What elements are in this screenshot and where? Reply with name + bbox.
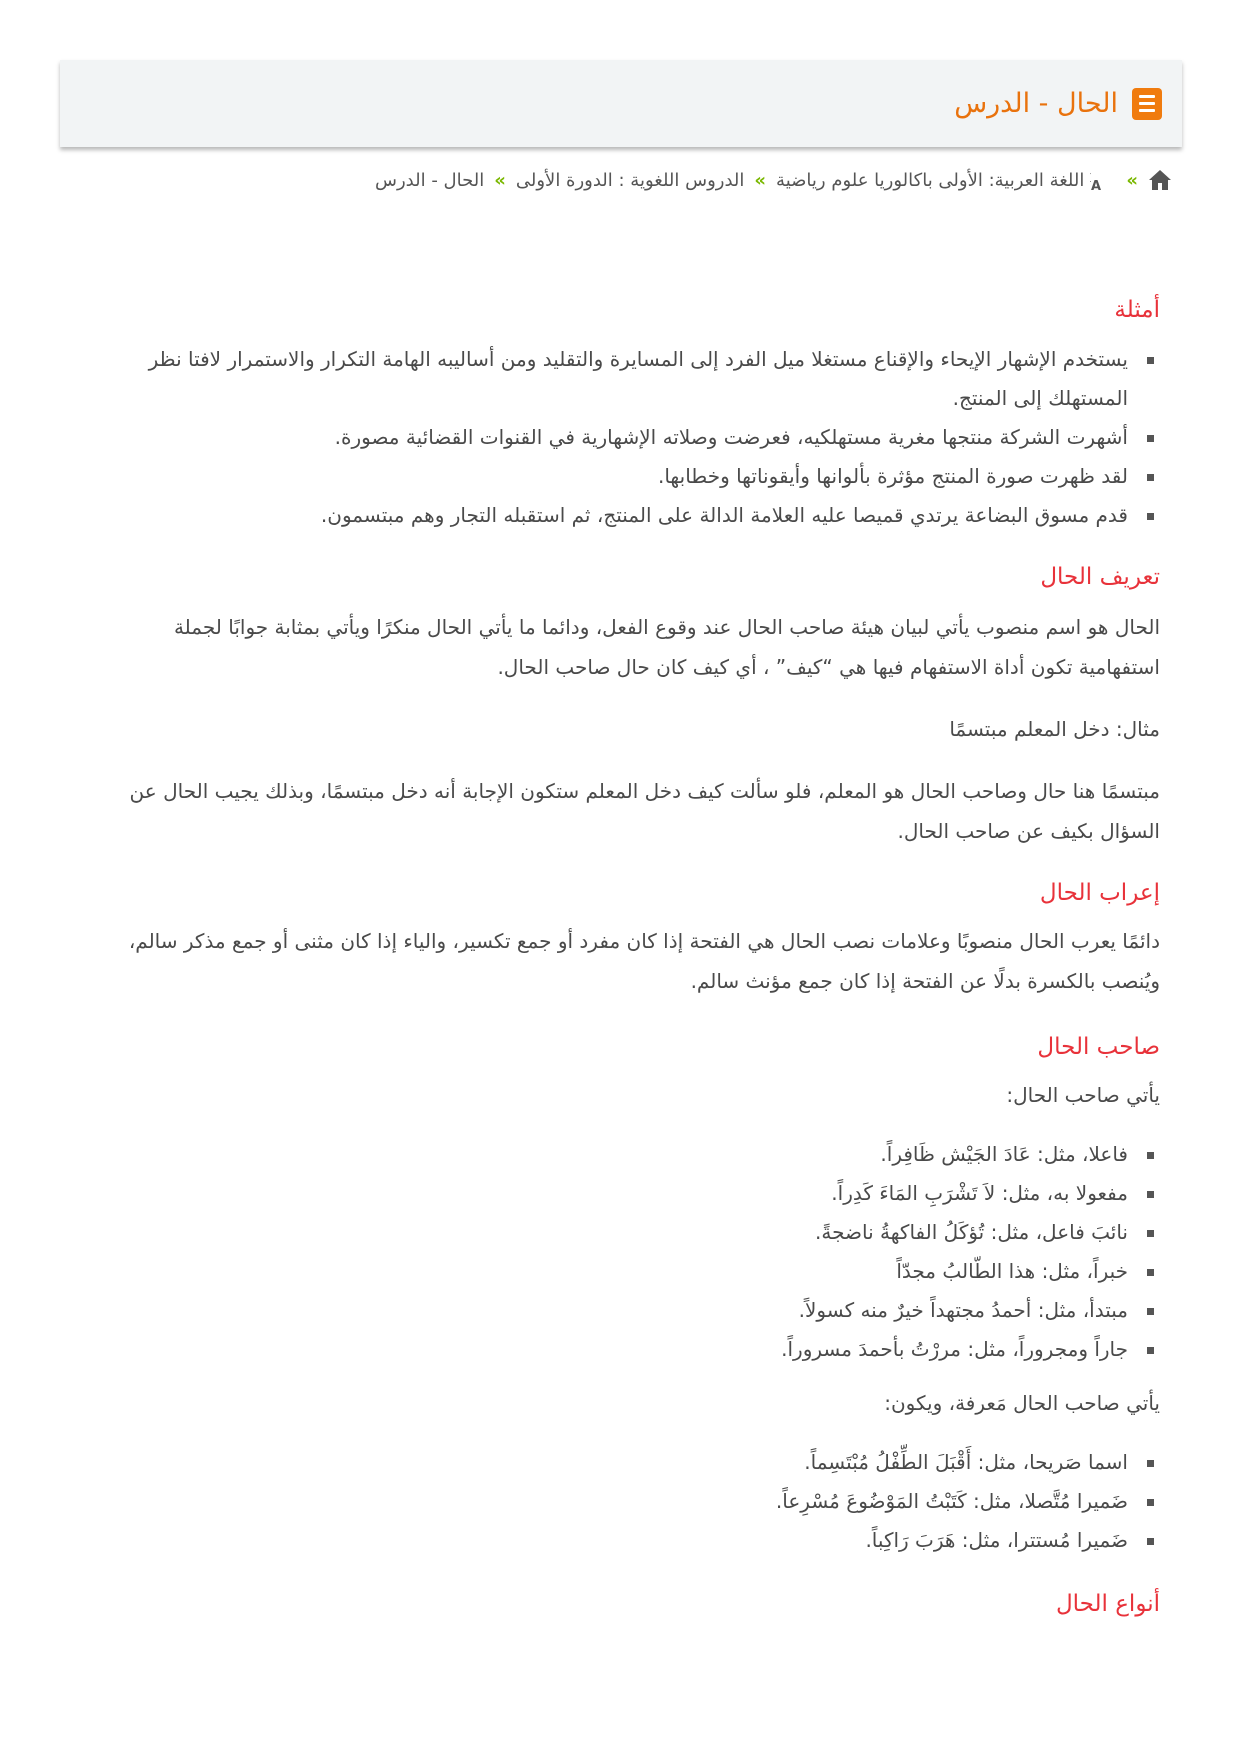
owner-list — [100, 1135, 1160, 1369]
section-heading-owner: صاحب الحال — [1037, 1034, 1160, 1060]
translate-icon — [1090, 168, 1116, 192]
list-item: قدم مسوق البضاعة يرتدي قميصا عليه العلامة الدالة على المنتج، ثم استقبله التجار وهم مبتسمون. — [100, 496, 1128, 535]
section-heading-parsing: إعراب الحال — [1039, 880, 1160, 906]
list-item: جاراً ومجروراً، مثل: مررْتُ بأحمدَ مسروراً. — [100, 1330, 1128, 1369]
owner-intro: يأتي صاحب الحال: — [1006, 1083, 1160, 1107]
list-item: مبتدأ، مثل: أحمدُ مجتهداً خيرٌ منه كسولاً. — [100, 1291, 1128, 1330]
svg-text:A: A — [1091, 179, 1102, 192]
list-item: ضَميرا مُستترا، مثل: هَرَبَ رَاكِباً. — [100, 1521, 1128, 1560]
document-icon — [1132, 88, 1162, 120]
breadcrumb-separator: » — [754, 169, 767, 191]
list-item: اسما صَريحا، مثل: أَقْبَلَ الطِّفْلُ مُبْتَسِماً. — [100, 1443, 1128, 1482]
list-item: نائبَ فاعل، مثل: تُؤكَلُ الفاكهةُ ناضجةً. — [100, 1213, 1128, 1252]
list-item: ضَميرا مُتَّصلا، مثل: كَتَبْتُ المَوْضُوعَ مُسْرِعاً. — [100, 1482, 1128, 1521]
owner-list-2 — [100, 1443, 1160, 1560]
list-item: فاعلا، مثل: عَادَ الجَيْش ظَافِراً. — [100, 1135, 1128, 1174]
page-title: الحال - الدرس — [954, 88, 1118, 119]
owner-intro-2: يأتي صاحب الحال مَعرفة، ويكون: — [884, 1391, 1160, 1415]
section-heading-types: أنواع الحال — [1055, 1591, 1160, 1617]
breadcrumb-separator: » — [1126, 169, 1138, 191]
breadcrumb-item-subject[interactable]: اللغة العربية: الأولى باكالوريا علوم رياضية — [776, 169, 1085, 191]
list-item: أشهرت الشركة منتجها مغرية مستهلكيه، فعرضت وصلاته الإشهارية في القنوات القضائية مصورة. — [100, 418, 1128, 457]
list-item: خبراً، مثل: هذا الطّالبُ مجدّاً — [100, 1252, 1128, 1291]
list-item: مفعولا به، مثل: لاَ تَشْرَبِ المَاءَ كَدِراً. — [100, 1174, 1128, 1213]
list-item: يستخدم الإشهار الإيحاء والإقناع مستغلا ميل الفرد إلى المسايرة والتقليد ومن أساليبه الهامة التكرار والاستمرار لافتا نظر المستهلك إلى المنتج. — [100, 340, 1128, 418]
parsing-paragraph: دائمًا يعرب الحال منصوبًا وعلامات نصب الحال هي الفتحة إذا كان مفرد أو جمع تكسير، والياء إذا كان مثنى أو جمع مذكر سالم، ويُنصب بالكسرة بدلًا عن الفتحة إذا كان جمع مؤنث سالم. — [128, 929, 1160, 993]
list-item: لقد ظهرت صورة المنتج مؤثرة بألوانها وأيقوناتها وخطابها. — [100, 457, 1128, 496]
definition-example: مثال: دخل المعلم مبتسمًا — [949, 717, 1160, 741]
breadcrumb — [375, 168, 1172, 192]
breadcrumb-item-lessons[interactable]: الدروس اللغوية : الدورة الأولى — [515, 169, 745, 191]
home-icon[interactable] — [1148, 169, 1172, 191]
definition-explanation: مبتسمًا هنا حال وصاحب الحال هو المعلم، فلو سألت كيف دخل المعلم ستكون الإجابة أنه دخل مبتسمًا، وبذلك يجيب الحال عن السؤال بكيف عن صاحب الحال. — [129, 779, 1160, 843]
definition-paragraph: الحال هو اسم منصوب يأتي لبيان هيئة صاحب الحال عند وقوع الفعل، ودائما ما يأتي الحال منكرًا ويأتي بمثابة جوابًا لجملة استفهامية تكون أداة الاستفهام فيها هي “كيف” ، أي كيف كان حال صاحب الحال. — [173, 615, 1160, 679]
lesson-content — [100, 290, 1160, 1624]
section-heading-examples: أمثلة — [1114, 297, 1160, 323]
page-header — [60, 60, 1182, 147]
examples-list — [100, 340, 1160, 535]
breadcrumb-item-current: الحال - الدرس — [375, 169, 485, 191]
breadcrumb-separator: » — [494, 169, 506, 191]
section-heading-definition: تعريف الحال — [1040, 564, 1160, 590]
